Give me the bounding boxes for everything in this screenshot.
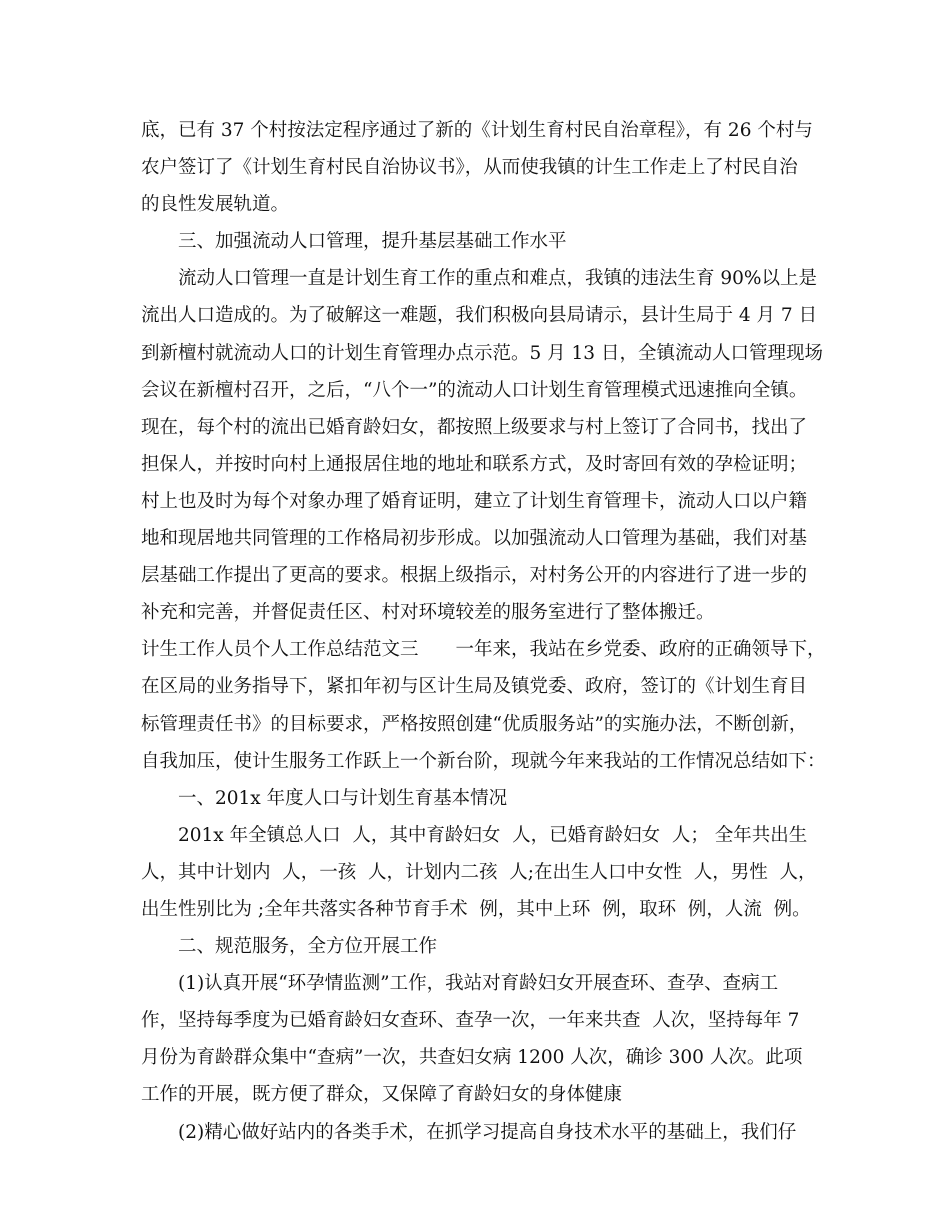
section-heading: 二、规范服务，全方位开展工作 — [141, 936, 438, 958]
text-line: 流出人口造成的。为了破解这一难题，我们积极向县局请示，县计生局于 4 月 7 日 — [141, 305, 818, 327]
text-line: 村上也及时为每个对象办理了婚育证明，建立了计划生育管理卡，流动人口以户籍 — [141, 490, 808, 512]
text-line: 在区局的业务指导下，紧扣年初与区计生局及镇党委、政府，签订的《计划生育目 — [141, 676, 808, 698]
text-line: 自我加压，使计生服务工作跃上一个新台阶，现就今年来我站的工作情况总结如下： — [141, 750, 826, 772]
text-line: 层基础工作提出了更高的要求。根据上级指示，对村务公开的内容进行了进一步的 — [141, 565, 808, 587]
text-line: 会议在新檀村召开，之后，“八个一”的流动人口计划生育管理模式迅速推向全镇。 — [141, 379, 808, 401]
text-line: 201x 年全镇总人口 人，其中育龄妇女 人，已婚育龄妇女 人； 全年共出生 — [141, 824, 808, 846]
text-line: 地和现居地共同管理的工作格局初步形成。以加强流动人口管理为基础，我们对基 — [141, 528, 808, 550]
text-line: (2)精心做好站内的各类手术，在抓学习提高自身技术水平的基础上，我们仔 — [141, 1121, 797, 1143]
text-line: 担保人，并按时向村上通报居住地的地址和联系方式，及时寄回有效的孕检证明； — [141, 453, 808, 475]
text-line: 标管理责任书》的目标要求，严格按照创建“优质服务站”的实施办法，不断创新， — [141, 713, 808, 735]
text-line: 工作的开展，既方便了群众，又保障了育龄妇女的身体健康 — [141, 1084, 623, 1106]
text-line: 的良性发展轨道。 — [141, 194, 290, 216]
text-line: 计生工作人员个人工作总结范文三 一年来，我站在乡党委、政府的正确领导下， — [141, 639, 826, 661]
document-body — [141, 112, 831, 1151]
section-heading: 三、加强流动人口管理，提升基层基础工作水平 — [141, 231, 567, 253]
text-line: 到新檀村就流动人口的计划生育管理办点示范。5 月 13 日，全镇流动人口管理现场 — [141, 342, 823, 364]
text-line: 现在，每个村的流出已婚育龄妇女，都按照上级要求与村上签订了合同书，找出了 — [141, 416, 808, 438]
section-heading: 一、201x 年度人口与计划生育基本情况 — [141, 787, 508, 809]
text-line: 出生性别比为 ;全年共落实各种节育手术 例，其中上环 例，取环 例，人流 例。 — [141, 898, 811, 920]
text-line: 农户签订了《计划生育村民自治协议书》，从而使我镇的计生工作走上了村民自治 — [141, 157, 798, 179]
text-line: (1)认真开展“环孕情监测”工作，我站对育龄妇女开展查环、查孕、查病工 — [141, 973, 779, 995]
text-line: 人，其中计划内 人，一孩 人，计划内二孩 人;在出生人口中女性 人，男性 人， — [141, 861, 817, 883]
text-line: 月份为育龄群众集中“查病”一次，共查妇女病 1200 人次，确诊 300 人次。此项 — [141, 1047, 803, 1069]
text-line: 补充和完善，并督促责任区、村对环境较差的服务室进行了整体搬迁。 — [141, 602, 715, 624]
text-line: 流动人口管理一直是计划生育工作的重点和难点，我镇的违法生育 90%以上是 — [141, 268, 818, 290]
text-line: 底，已有 37 个村按法定程序通过了新的《计划生育村民自治章程》，有 26 个村与 — [141, 120, 813, 141]
text-line: 作，坚持每季度为已婚育龄妇女查环、查孕一次，一年来共查 人次，坚持每年 7 — [141, 1010, 800, 1032]
